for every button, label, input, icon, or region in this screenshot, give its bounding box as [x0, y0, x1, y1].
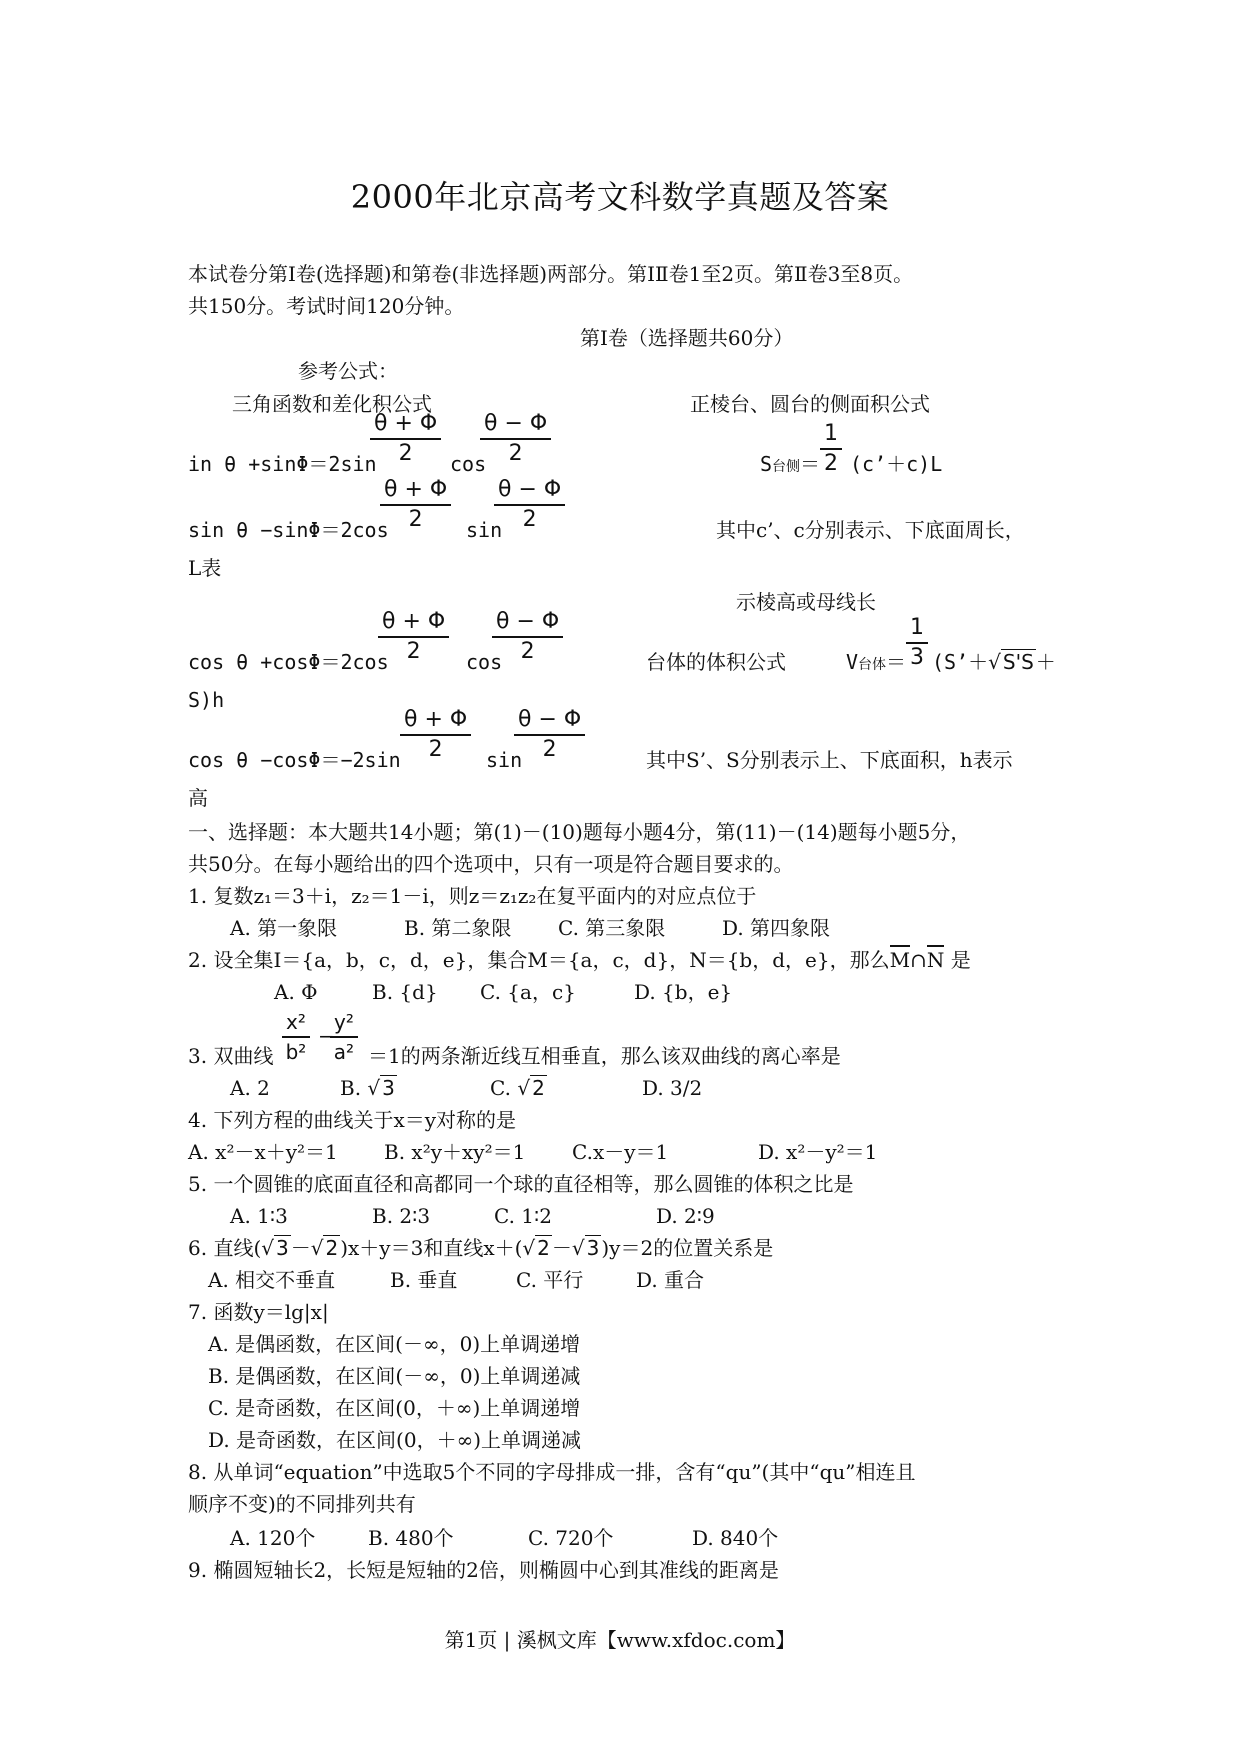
question-3-prefix: 3. 双曲线: [188, 1044, 274, 1068]
fraction-theta-minus-phi: $\frac{\theta - \Phi}{2}$: [480, 410, 551, 468]
sqrt-symbol: √ 3: [571, 1236, 600, 1260]
q5-option-d: D. 2∶9: [656, 1204, 715, 1228]
q3-option-d: D. 3/2: [642, 1076, 703, 1100]
complement-m: M: [890, 945, 910, 972]
volume-formula: V台体＝: [846, 650, 907, 674]
q1-option-d: D. 第四象限: [722, 916, 831, 940]
fraction-x2-b2: $\frac{\text{x²}}{\text{b²}}$: [282, 1008, 310, 1066]
q6-option-d: D. 重合: [636, 1268, 705, 1292]
formula-diff-sin-sin: sin: [466, 518, 503, 542]
page-footer: 第1页 | 溪枫文库【www.xfdoc.com】: [444, 1628, 796, 1652]
reference-label: 参考公式：: [298, 359, 398, 383]
q2-option-a: A. Φ: [274, 980, 318, 1004]
volume-note: 其中S’、S分别表示上、下底面积，h表示: [646, 748, 1013, 772]
q5-option-b: B. 2∶3: [372, 1204, 431, 1228]
q8-option-a: A. 120个: [230, 1526, 316, 1550]
formula-diff-cos-sin: sin: [486, 748, 523, 772]
q8-option-c: C. 720个: [528, 1526, 614, 1550]
question-4: 4. 下列方程的曲线关于x＝y对称的是: [188, 1108, 517, 1132]
formula-sum-cos: cos θ +cosΦ＝2cos: [188, 650, 389, 674]
q3-minus: −: [318, 1024, 335, 1048]
q7-option-a: A. 是偶函数，在区间(－∞，0)上单调递增: [208, 1332, 581, 1356]
question-9: 9. 椭圆短轴长2，长短是短轴的2倍，则椭圆中心到其准线的距离是: [188, 1558, 779, 1582]
q6-option-c: C. 平行: [516, 1268, 584, 1292]
section1-line-2: 共50分。在每小题给出的四个选项中，只有一项是符合题目要求的。: [188, 852, 794, 876]
q1-option-b: B. 第二象限: [404, 916, 512, 940]
q7-option-c: C. 是奇函数，在区间(0，＋∞)上单调递增: [208, 1396, 581, 1420]
q1-option-c: C. 第三象限: [558, 916, 666, 940]
complement-n: N: [927, 945, 945, 972]
fraction-theta-plus-phi: $\frac{\theta + \Phi}{2}$: [378, 608, 449, 666]
question-5: 5. 一个圆锥的底面直径和高都同一个球的直径相等，那么圆锥的体积之比是: [188, 1172, 854, 1196]
q5-option-c: C. 1∶2: [494, 1204, 552, 1228]
q8-option-d: D. 840个: [692, 1526, 779, 1550]
frustum-area-heading: 正棱台、圆台的侧面积公式: [690, 392, 930, 416]
frustum-note-1: 其中c’、c分别表示、下底面周长，: [716, 518, 1025, 542]
question-3: ＝1的两条渐近线互相垂直，那么该双曲线的离心率是: [368, 1044, 841, 1068]
q4-option-b: B. x²y＋xy²＝1: [384, 1140, 526, 1164]
formula-diff-cos: cos θ −cosΦ＝−2sin: [188, 748, 401, 772]
fraction-theta-plus-phi: $\frac{\theta + \Phi}{2}$: [370, 410, 441, 468]
question-8-line-1: 8. 从单词“equation”中选取5个不同的字母排成一排，含有“qu”(其中“qu”相连且: [188, 1460, 916, 1484]
q7-option-d: D. 是奇函数，在区间(0，＋∞)上单调递减: [208, 1428, 582, 1452]
q3-option-c: C. √ 2: [490, 1072, 547, 1104]
frustum-note-1-cont: L表: [188, 556, 222, 580]
volume-label: 台体的体积公式: [646, 650, 786, 674]
sqrt-symbol: √ 2: [522, 1236, 550, 1260]
q2-option-d: D. {b，e}: [634, 980, 733, 1004]
volume-formula-rest: (S’＋√ S'S ＋: [932, 646, 1056, 678]
q6-option-a: A. 相交不垂直: [208, 1268, 336, 1292]
fraction-theta-minus-phi: $\frac{\theta - \Phi}{2}$: [492, 608, 563, 666]
fraction-y2-a2: $\frac{\text{y²}}{\text{a²}}$: [330, 1008, 358, 1066]
formula-sum-sin: in θ +sinΦ＝2sin: [188, 452, 377, 476]
intro-line-1: 本试卷分第Ⅰ卷(选择题)和第卷(非选择题)两部分。第ⅠⅡ卷1至2页。第Ⅱ卷3至8页。: [188, 262, 914, 286]
q8-option-b: B. 480个: [368, 1526, 454, 1550]
volume-formula-cont: S)h: [188, 688, 225, 712]
sqrt-symbol: √ 3: [261, 1236, 289, 1260]
fraction-theta-plus-phi: $\frac{\theta + \Phi}{2}$: [400, 706, 471, 764]
frustum-note-1-line2: 示棱高或母线长: [736, 590, 876, 614]
sqrt-symbol: √ S'S: [988, 650, 1034, 674]
fraction-theta-minus-phi: $\frac{\theta - \Phi}{2}$: [514, 706, 585, 764]
fraction-one-third: $\frac{1}{3}$: [906, 614, 928, 672]
frustum-area-formula-rest: (c’＋c)L: [850, 452, 943, 476]
q4-option-d: D. x²－y²＝1: [758, 1140, 878, 1164]
q3-option-a: A. 2: [230, 1076, 270, 1100]
formula-diff-sin: sin θ −sinΦ＝2cos: [188, 518, 389, 542]
frustum-area-formula: S台侧＝: [760, 452, 821, 476]
q4-option-c: C.x－y＝1: [572, 1140, 669, 1164]
q6-option-b: B. 垂直: [390, 1268, 458, 1292]
page-title: 2000年北京高考文科数学真题及答案: [350, 178, 890, 216]
q5-option-a: A. 1∶3: [230, 1204, 288, 1228]
fraction-theta-minus-phi: $\frac{\theta - \Phi}{2}$: [494, 476, 565, 534]
question-1: 1. 复数z₁＝3＋i，z₂＝1－i，则z＝z₁z₂在复平面内的对应点位于: [188, 884, 757, 908]
trig-heading: 三角函数和差化积公式: [232, 392, 432, 416]
section1-line-1: 一、选择题：本大题共14小题；第(1)－(10)题每小题4分，第(11)－(14)题每小题5分，: [188, 820, 971, 844]
fraction-one-half: $\frac{1}{2}$: [820, 420, 842, 478]
q1-option-a: A. 第一象限: [230, 916, 338, 940]
q3-option-b: B. √ 3: [340, 1072, 397, 1104]
formula-sum-cos-cos: cos: [466, 650, 503, 674]
part1-heading: 第Ⅰ卷（选择题共60分）: [580, 326, 794, 350]
volume-note-cont: 高: [188, 786, 208, 810]
question-2: 2. 设全集I＝{a，b，c，d，e}，集合M＝{a，c，d}，N＝{b，d，e}，那么M∩N 是: [188, 944, 971, 976]
sqrt-symbol: √ 3: [367, 1076, 395, 1100]
formula-sum-sin-cos: cos: [450, 452, 487, 476]
q7-option-b: B. 是偶函数，在区间(－∞，0)上单调递减: [208, 1364, 581, 1388]
question-6: 6. 直线(√ 3 －√ 2 )x＋y＝3和直线x＋(√ 2 －√ 3 )y＝2的位置关系是: [188, 1232, 773, 1264]
fraction-theta-plus-phi: $\frac{\theta + \Phi}{2}$: [380, 476, 451, 534]
q2-option-c: C. {a，c}: [480, 980, 576, 1004]
q2-option-b: B. {d}: [372, 980, 438, 1004]
q4-option-a: A. x²－x＋y²＝1: [188, 1140, 338, 1164]
sqrt-symbol: √ 2: [310, 1236, 339, 1260]
sqrt-symbol: √ 2: [517, 1076, 545, 1100]
intro-line-2: 共150分。考试时间120分钟。: [188, 294, 465, 318]
question-8-line-2: 顺序不变)的不同排列共有: [188, 1492, 416, 1516]
question-7: 7. 函数y＝lg|x|: [188, 1300, 329, 1324]
